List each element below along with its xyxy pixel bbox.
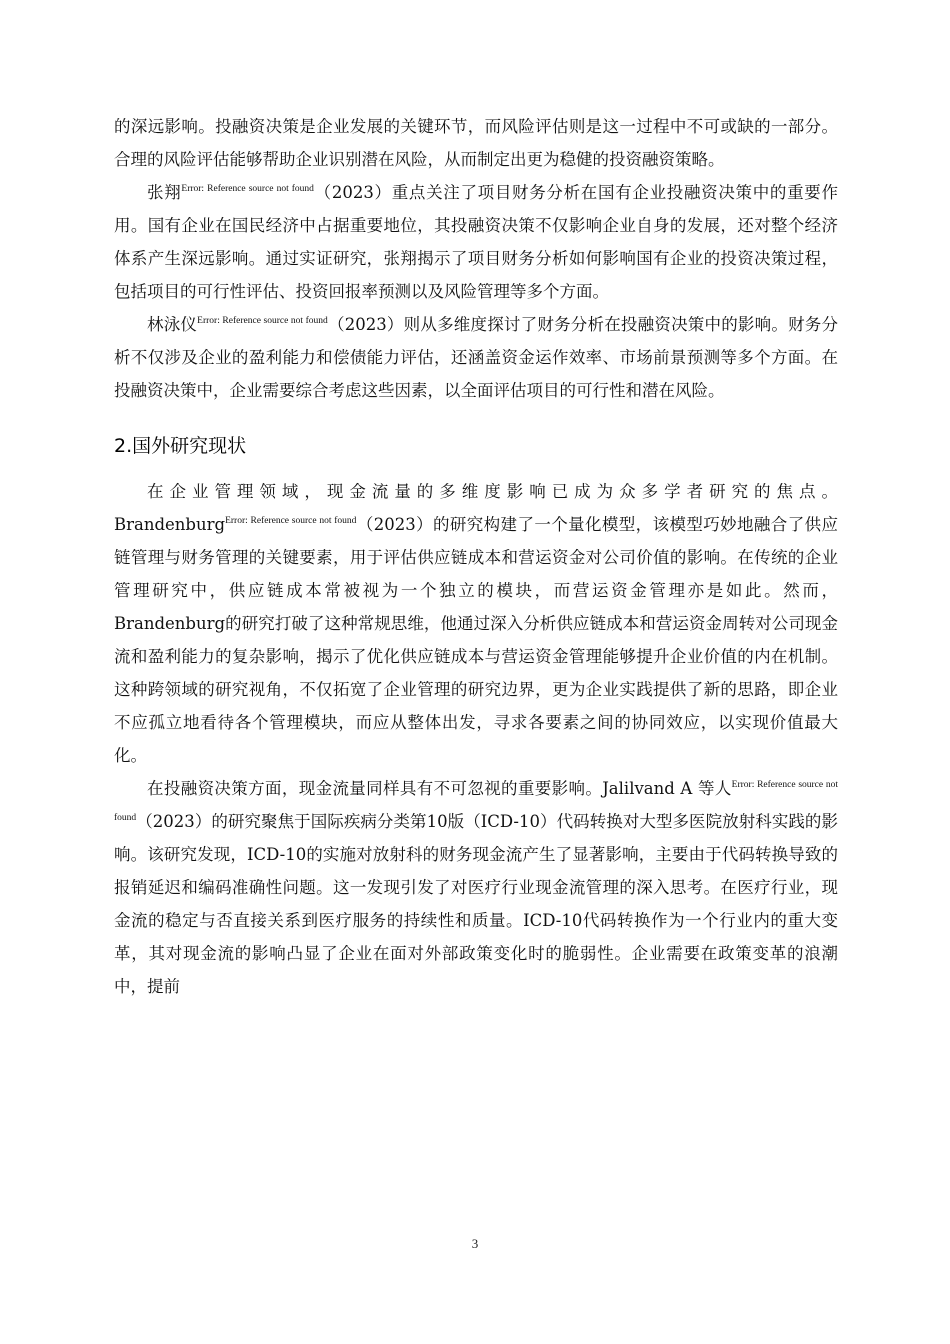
author-name: Brandenburg — [114, 515, 226, 534]
paragraph-jalilvand — [114, 772, 838, 1003]
paragraph-first-line: 在企业管理领域，现金流量的多维度影响已成为众多学者研究的焦点。 — [147, 482, 838, 501]
reference-error: Error: Reference source not found — [181, 184, 314, 194]
paragraph-brandenburg — [114, 508, 838, 772]
paragraph-lin-yongyi — [114, 308, 838, 407]
paragraph-zhang-xiang — [114, 176, 838, 308]
document-body — [114, 110, 838, 1003]
paragraph-text: （2023）则从多维度探讨了财务分析在投融资决策中的影响。财务分析不仅涉及企业的盈利能力和偿债能力评估，还涵盖资金运作效率、市场前景预测等多个方面。在投融资决策中，企业需要综合考虑这些因素，以全面评估项目的可行性和潜在风险。 — [114, 315, 839, 400]
page-number: 3 — [471, 1236, 479, 1251]
section-heading: 2.国外研究现状 — [114, 435, 247, 457]
paragraph-continued: 的深远影响。投融资决策是企业发展的关键环节，而风险评估则是这一过程中不可或缺的一部分。合理的风险评估能够帮助企业识别潜在风险，从而制定出更为稳健的投资融资策略。 — [114, 117, 838, 169]
reference-error: Error: Reference source not found — [114, 780, 838, 823]
paragraph-text: （2023）重点关注了项目财务分析在国有企业投融资决策中的重要作用。国有企业在国民经济中占据重要地位，其投融资决策不仅影响企业自身的发展，还对整个经济体系产生深远影响。通过实证研究，张翔揭示了项目财务分析如何影响国有企业的投资决策过程，包括项目的可行性评估、投资回报率预测以及风险管理等多个方面。 — [114, 183, 838, 301]
author-name: 林泳仪 — [147, 315, 198, 334]
paragraph-lead: 在投融资决策方面，现金流量同样具有不可忽视的重要影响。Jalilvand A 等人 — [147, 779, 732, 798]
paragraph-text: （2023）的研究构建了一个量化模型，该模型巧妙地融合了供应链管理与财务管理的关键要素，用于评估供应链成本和营运资金对公司价值的影响。在传统的企业管理研究中，供应链成本常被视为一个独立的模块，而营运资金管理亦是如此。然而，Brandenburg的研究打破了这种常规思维，他通过深入分析供应链成本和营运资金周转对公司现金流和盈利能力的复杂影响，揭示了优化供应链成本与营运资金管理能够提升企业价值的内在机制。这种跨领域的研究视角，不仅拓宽了企业管理的研究边界，更为企业实践提供了新的思路，即企业不应孤立地看待各个管理模块，而应从整体出发，寻求各要素之间的协同效应，以实现价值最大化。 — [114, 515, 838, 765]
author-name: 张翔 — [147, 183, 182, 202]
reference-error: Error: Reference source not found — [197, 316, 328, 326]
reference-error: Error: Reference source not found — [225, 516, 357, 526]
paragraph-text: （2023）的研究聚焦于国际疾病分类第10版（ICD-10）代码转换对大型多医院放射科实践的影响。该研究发现，ICD-10的实施对放射科的财务现金流产生了显著影响，主要由于代码转换导致的报销延迟和编码准确性问题。这一发现引发了对医疗行业现金流管理的深入思考。在医疗行业，现金流的稳定与否直接关系到医疗服务的持续性和质量。ICD-10代码转换作为一个行业内的重大变革，其对现金流的影响凸显了企业在面对外部政策变化时的脆弱性。企业需要在政策变革的浪潮中，提前 — [114, 812, 838, 996]
